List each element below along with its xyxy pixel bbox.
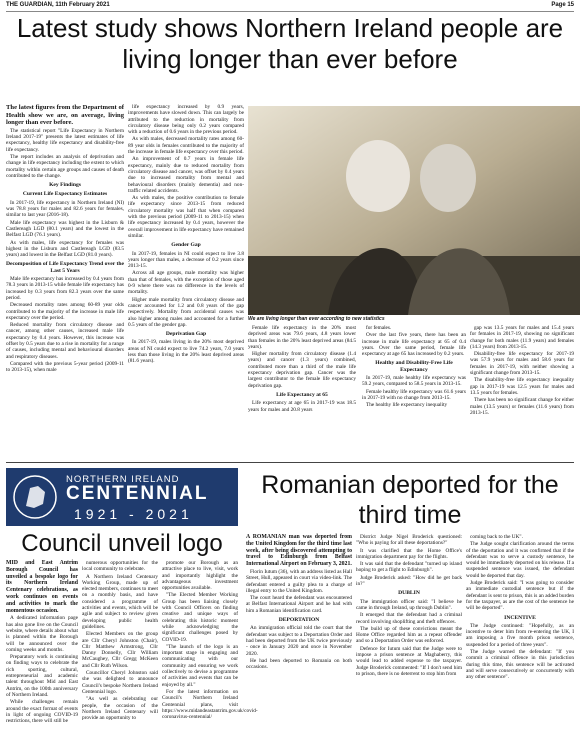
- paragraph: The immigration officer said: "I believe he came in through Ireland, up through Dublin".: [356, 598, 462, 611]
- subheading: DEPORTATION: [278, 617, 320, 624]
- life-column-2: [128, 104, 244, 456]
- subheading: Current Life Expectancy Estimates: [22, 191, 108, 198]
- paragraph: The build up of these convictions meant the Home Office regarded him as a repeat offender and so a Deportation Order was enforced.: [356, 625, 462, 645]
- paragraph: Florin Iutum (36), with an address listed as Hall Street, Hull, appeared in court via video-link. The defendant entered a guilty plea to a charge of illegal entry to the United Kingdom.: [246, 568, 352, 594]
- publication-date: THE GUARDIAN, 11th February 2021: [6, 2, 110, 8]
- paragraph: numerous opportunities for the local community to celebrate.: [82, 560, 158, 573]
- paragraph: An improvement of 0.7 years in female life expectancy, mainly due to reduced mortality from circulatory disease and cancer, was offset by 0.4 years due to increased mortality from mental and behavioural disorders (mainly dementia) and non-traffic related accidents.: [128, 156, 244, 194]
- paragraph: The report includes an analysis of deprivation and change in life expectancy including the extent to which mortality within certain age groups and causes of death contributed to the change.: [6, 153, 124, 179]
- paragraph: In 2017-19, males living in the 20% most deprived areas of NI could expect to live 74.2 years, 7.0 years less than those living in the 20% least deprived areas (81.6 years).: [128, 339, 244, 365]
- deport-column-2: [356, 534, 462, 735]
- logo-headline: Council unveil logo: [21, 530, 223, 557]
- paragraph: An immigration official told the court that the defendant was subject to a Deportation Order and had been deported from the UK twice previously - once in January 2020 and once in November 2020.: [246, 625, 352, 657]
- paragraph: Life expectancy at age 65 in 2017-19 was 18.5 years for males and 20.8 years: [248, 400, 356, 413]
- subheading: DUBLIN: [398, 590, 420, 597]
- paragraph: gap was 13.5 years for males and 15.4 years for females in 2017-19, showing no significant change for both males (11.9 years) and females (14.3 years) from 2013-15.: [470, 325, 574, 350]
- paragraph: Female healthy life expectancy was 61.6 years in 2017-19 with no change from 2013-15.: [362, 388, 466, 401]
- main-headline: Latest study shows Northern Ireland people are living longer than ever before: [16, 13, 564, 74]
- article-lead: The latest figures from the Department of Health show we are, on average, living longer than ever before.: [6, 104, 124, 127]
- subheading: Decomposition of Life Expectancy Trend over the Last 5 Years: [6, 261, 124, 274]
- deport-column-3: [466, 534, 574, 735]
- paragraph: "The Elected Member Working Group has been liaising closely with Council Officers on finding creative and unique ways of celebrating this historic moment while acknowledging the significant challenges posed by COVID-19.: [162, 592, 238, 643]
- paragraph: Reduced mortality from circulatory disease and cancer, among other causes, increased male life expectancy by 0.4 years. However, this increase was offset by 0.5 years due to a rise in mortality for a range of causes, including mental and behavioural disorders and respiratory diseases.: [6, 322, 124, 360]
- paragraph: A Northern Ireland Centenary Working Group, made up of elected members, continues to meet on a monthly basis, and have considered a programme of activities and events, which will be agile and subject to review given developing public health guidelines.: [82, 573, 158, 630]
- logo-column-2: [82, 560, 158, 735]
- paragraph: As with males, decreased mortality rates among 60-89 year olds in females contributed to the majority of the increase in female life expectancy over this period.: [128, 136, 244, 156]
- paragraph: In 2017-19, male healthy life expectancy was 59.2 years, compared to 58.5 years in 2013-15.: [362, 375, 466, 388]
- paragraph: Disability-free life expectancy for 2017-19 was 57.9 years for males and 58.6 years for females in 2017-19, with neither showing a significant change from 2013-15.: [470, 351, 574, 377]
- centennial-emblem-icon: [12, 474, 58, 520]
- paragraph: The Judge continued: "Hopefully, as an incentive to deter him from re-entering the UK, I am imposing a five month prison sentence, suspended for a period of three years".: [466, 622, 574, 648]
- life-column-4: [362, 325, 466, 457]
- subheading: Deprivation Gap: [165, 331, 207, 338]
- paragraph: As with males, life expectancy for females was highest in the Lisburn and Castlereagh LGD (83.5 years) and lowest in the Belfast LGD (81.0 years).: [6, 239, 124, 259]
- subheading: Life Expectancy at 65: [276, 391, 328, 398]
- paragraph: In 2017-19, life expectancy in Northern Ireland (NI) was 78.8 years for males and 82.6 years for females, similar to last year (2016-18).: [6, 199, 124, 219]
- paragraph: In 2017-19, females in NI could expect to live 3.8 years longer than males, a decrease of 0.2 years since 2013-15.: [128, 250, 244, 270]
- paragraph: There has been no significant change for either males (13.5 years) or females (11.6 years) from 2013-15.: [470, 397, 574, 416]
- subheading: Gender Gap: [171, 242, 201, 249]
- article-lead: MID and East Antrim Borough Council has unveiled a bespoke logo for its Northern Ireland Centenary celebrations, as work continues on events and activities to mark the momentous occasion.: [6, 560, 78, 614]
- paragraph: Decreased mortality rates among 60-89 year olds contributed to the majority of the increase in male life expectancy over the period.: [6, 302, 124, 321]
- paragraph: Male life expectancy has increased by 0.4 years from 78.3 years in 2013-15 while female life expectancy has increased by 0.3 years from 82.3 years over the same period.: [6, 276, 124, 301]
- paragraph: For the latest information on Council's Northern Ireland Centennial plans, visit https://www.midandeastantrim.gov.uk/covid-coronavirus-centennial/: [162, 688, 258, 721]
- centennial-logo-banner: [6, 468, 238, 526]
- paragraph: Compared with the previous 5-year period (2009-11 to 2013-15), when male: [6, 360, 124, 374]
- paragraph: "The launch of the logo is an important stage in engaging and communicating with our community and ensuring we work collectively to devise a programme of activities and events that can be enjoyed by all.": [162, 643, 238, 688]
- paragraph: District Judge Nigel Broderick questioned: "Who is paying for all these deportations?": [356, 534, 462, 547]
- paragraph: promote our Borough as an attractive place to live, visit, work and importantly highlight the advantageous investment opportunities available.: [162, 560, 238, 592]
- paragraph: He had been deported to Romania on both occasions.: [246, 657, 352, 671]
- centennial-years: 1921 - 2021: [74, 506, 193, 522]
- paragraph: The healthy life expectancy inequality: [366, 402, 448, 409]
- paragraph: It was clarified that the Home Office's immigration department pay for the flights.: [356, 547, 462, 560]
- page-number: Page 15: [551, 2, 574, 8]
- paragraph: Judge Broderick said: "I was going to consider an immediate custodial sentence but if the defendant is sent to prison, this is an added burden for the taxpayer, as are the cost of the sentence he will be deported".: [466, 580, 574, 612]
- subheading: Healthy and Disability-Free Life Expectancy: [375, 360, 453, 373]
- life-column-1: [6, 104, 124, 456]
- deport-column-1: [246, 534, 352, 735]
- subheading: INCENTIVE: [504, 614, 536, 621]
- paragraph: The statistical report "Life Expectancy in Northern Ireland 2017-19" presents the latest estimates of life expectancy, healthy life expectancy and disability-free life expectancy.: [6, 127, 124, 153]
- paragraph: A dedicated information page has also gone live on the Council website, where details about what is planned within the Borough will be announced over the coming weeks and months.: [6, 615, 78, 653]
- photo-illustration: [248, 106, 580, 315]
- centennial-line-2: CENTENNIAL: [66, 483, 209, 504]
- paragraph: Higher male mortality from circulatory disease and cancer accounted for 1.2 and 0.8 years of the gap respectively. Mortality from accidental causes was also higher among males and accounted for a further 0.5 years of the gender gap.: [128, 296, 244, 328]
- paragraph: The Judge warned the defendant: "If you commit a criminal offence in this jurisdiction during this time, this sentence will be activated and will serve consecutively or concurrently with any other sentence".: [466, 649, 574, 681]
- centennial-line-1: NORTHERN IRELAND: [66, 474, 180, 485]
- paragraph: Across all age groups, male mortality was higher than that of females, with the exception of those aged 0-9 where there was no difference in the levels of mortality.: [128, 270, 244, 296]
- paragraph: Female life expectancy in the 20% most deprived areas was 79.6 years, 4.8 years lower than females in the 20% least deprived areas (84.5 years).: [248, 325, 356, 350]
- logo-column-1: [6, 560, 78, 735]
- paragraph: The Judge sought clarification around the terms of the deportation and it was confirmed that if the defendant was to serve a custody sentence, he would be immediately deported on his release. If a suspended sentence was issued, the defendant would be deported that day.: [466, 541, 574, 579]
- paragraph: Judge Broderick asked: "How did he get back in?": [356, 574, 462, 588]
- life-column-5: [470, 325, 574, 457]
- page-header: [6, 2, 574, 12]
- paragraph: Elected Members on the group are Cllr Cheryl Johnston (Chair), Cllr Matthew Armstrong, Cllr Danny Donnelly, Cllr William McCaughey, Cllr Gregg McKeen and Cllr Ruth Wilson.: [82, 631, 158, 669]
- life-column-3: [248, 325, 356, 457]
- paragraph: Defence for Iutum said that the Judge were to impose a prison sentence at Maghaberry, this would lead to added expense to the taxpayer. Judge Broderick commented: "If I don't send him to prison, there is no deterrent to stop him from: [356, 645, 462, 677]
- paragraph: The court heard the defendant was encountered at Belfast International Airport and he had with him a Romanian identification card.: [246, 595, 352, 614]
- paragraph: The disability-free life expectancy inequality gap in 2017-19 was 12.5 years for males and 13.5 years for females.: [470, 377, 574, 396]
- section-divider: [6, 462, 574, 463]
- photo-caption: We are living longer than ever according to new statistics: [248, 316, 385, 322]
- paragraph: While challenges remain around the exact format of events in light of ongoing COVID-19 restrictions, there will still be: [6, 699, 78, 725]
- paragraph: life expectancy increased by 0.9 years, improvements have slowed down. This can largely be attributed to the reduction in mortality from circulatory disease being only 0.2 years compared with a reduction of 0.6 years in the previous period.: [128, 104, 244, 136]
- elderly-couple-photo: [248, 106, 580, 315]
- paragraph: Over the last five years, there has been an increase in male life expectancy at 65 of 0.4 years. Over the same period, female life expectancy at age 65 has increased by 0.2 years.: [362, 332, 466, 358]
- paragraph: Councillor Cheryl Johnston said she was delighted to announce Council's bespoke Northern Ireland Centennial logo.: [82, 670, 158, 695]
- paragraph: Higher mortality from circulatory disease (1.4 years) and cancer (1.3 years) combined, contributed more than a third of the male life expectancy deprivation gap. Cancer was the largest contributor to the female life expectancy deprivation gap.: [248, 351, 356, 389]
- paragraph: "As well as celebrating our people, the occasion of the Northern Ireland Centenary will provide an opportunity to: [82, 696, 158, 722]
- paragraph: It emerged that the defendant had a criminal record involving shoplifting and theft offences.: [356, 612, 462, 625]
- paragraph: for females.: [366, 325, 392, 331]
- paragraph: As with males, the positive contribution to female life expectancy since 2013-15 from reduced circulatory mortality was half that when compared with the previous period (2009-11 to 2013-15) when life expectancy increased by 0.4 years, however the overall improvement in life expectancy have remained similar.: [128, 195, 244, 239]
- logo-column-3: [162, 560, 258, 735]
- paragraph: It was said that the defendant "turned up island hoping to get a flight to Edinburgh".: [356, 561, 462, 574]
- paragraph: Preparatory work is continuing on finding ways to celebrate the rich sporting, cultural, entrepreneurial and academic talent throughout Mid and East Antrim, on the 100th anniversary of Northern Ireland.: [6, 654, 78, 698]
- subheading: Key Findings: [49, 182, 81, 189]
- paragraph: Male life expectancy was highest in the Lisburn & Castlereagh LGD (80.1 years) and the lowest in the Belfast LGD (76.1 years).: [6, 219, 124, 239]
- deport-headline: Romanian deported for the third time: [261, 471, 559, 529]
- paragraph: coming back to the UK".: [470, 534, 523, 540]
- article-lead: A ROMANIAN man was deported from the United Kingdom for the third time last week, after being discovered attempting to travel to Edinburgh from Belfast International Airport on February 3, 2021.: [246, 534, 352, 568]
